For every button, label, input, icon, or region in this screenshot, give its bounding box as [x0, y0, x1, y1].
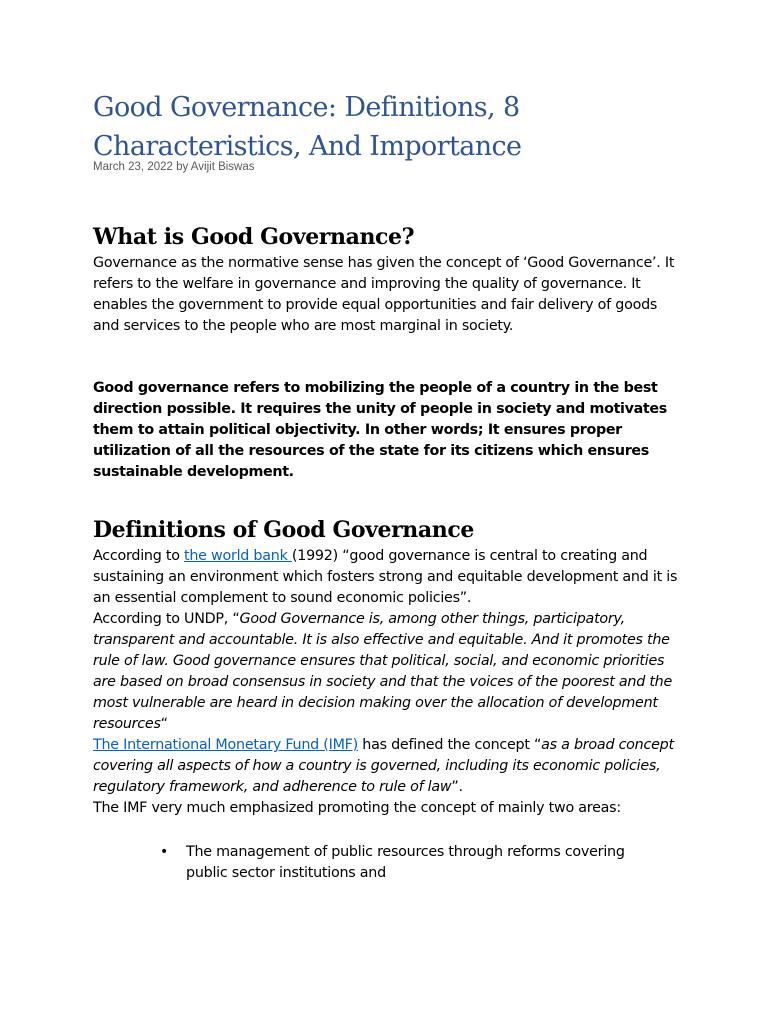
world-bank-definition: (1992) “good governance is central to creating and sustaining an environment which fosters strong and equitable development and it is an essential complement to sound economic policies”.	[93, 548, 678, 606]
intro-paragraph: Governance as the normative sense has given the concept of ‘Good Governance’. It refers to the welfare in governance and improving the quality of governance. It enables the government to provide equal opportunities and fair delivery of goods and services to the people who are most marginal in society.	[93, 255, 675, 334]
definitions-paragraph	[93, 546, 683, 819]
bold-summary-paragraph: Good governance refers to mobilizing the people of a country in the best direction possible. It requires the unity of people in society and motivates them to attain political objectivity. In other words; It ensures proper utilization of all the resources of the state for its citizens which ensures sustainable development.	[93, 380, 667, 480]
world-bank-prefix: According to	[93, 548, 184, 564]
undp-prefix: According to UNDP, “	[93, 611, 240, 627]
imf-areas-text: The IMF very much emphasized promoting the concept of mainly two areas:	[93, 800, 621, 816]
world-bank-link[interactable]: the world bank	[184, 548, 292, 564]
list-item	[140, 842, 670, 884]
imf-link[interactable]: The International Monetary Fund (IMF)	[93, 737, 358, 753]
imf-areas-list	[140, 842, 670, 884]
undp-quote: Good Governance is, among other things, participatory, transparent and accountable. It is also effective and equitable. And it promotes the rule of law. Good governance ensures that political, social, and economic priorities are based on broad consensus in society and that the voices of the poorest and the most vulnerable are heard in decision making over the allocation of development resources	[93, 611, 673, 732]
undp-suffix: “	[160, 716, 168, 732]
imf-suffix: ”.	[451, 779, 463, 795]
imf-text: has defined the concept “	[357, 737, 542, 753]
list-item-text: The management of public resources through reforms covering public sector institutions and	[186, 844, 625, 881]
article-byline: March 23, 2022 by Avijit Biswas	[93, 161, 255, 173]
section-heading-what-is: What is Good Governance?	[93, 224, 415, 250]
article-title: Good Governance: Definitions, 8 Characteristics, And Importance	[93, 92, 522, 162]
section-heading-definitions: Definitions of Good Governance	[93, 517, 474, 543]
imf-quote: as a broad concept covering all aspects of how a country is governed, including its economic policies, regulatory framework, and adherence to rule of law	[93, 737, 674, 795]
bullet-icon: •	[160, 844, 169, 860]
